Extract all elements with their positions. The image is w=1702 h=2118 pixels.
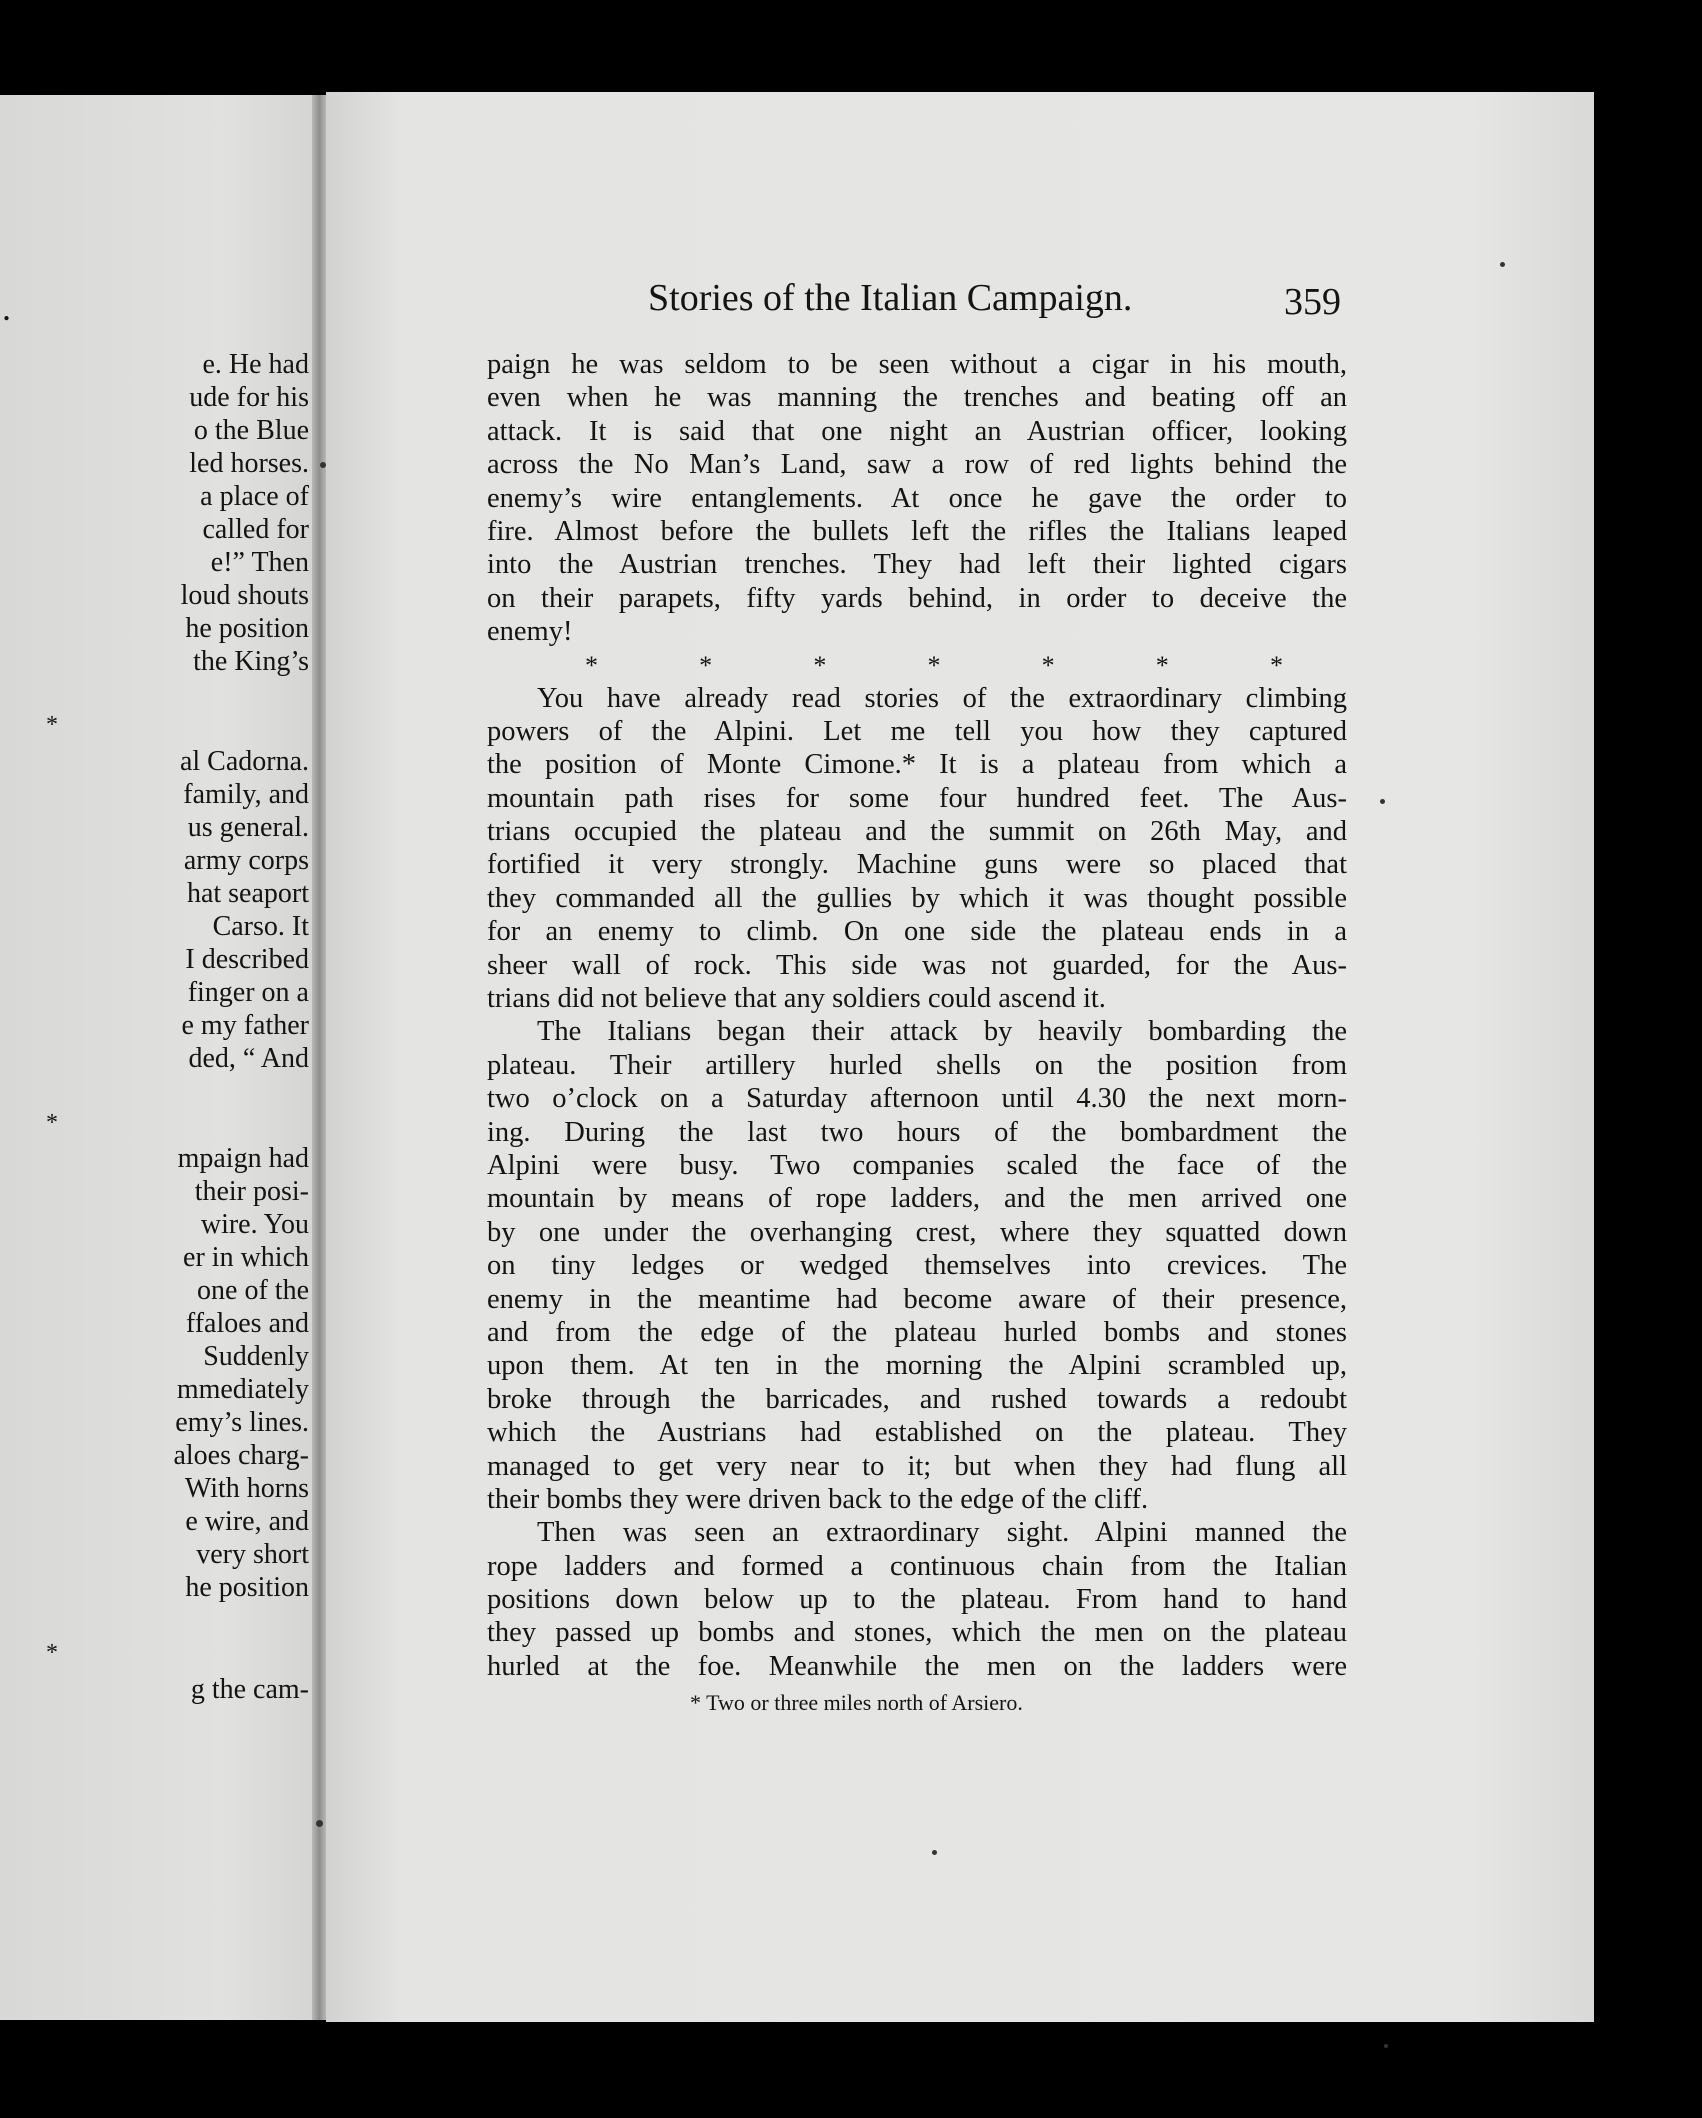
- text-line: they passed up bombs and stones, which the men on the plateau: [487, 1617, 1347, 1649]
- text-line: broke through the barricades, and rushed towards a redoubt: [487, 1383, 1347, 1415]
- left-page-line: he position: [185, 1572, 309, 1603]
- left-page-line: led horses.: [189, 448, 309, 479]
- left-page-line: wire. You: [200, 1209, 309, 1240]
- text-line: plateau. Their artillery hurled shells on the position from: [487, 1049, 1347, 1081]
- text-line: their bombs they were driven back to the edge of the cliff.: [487, 1483, 1149, 1515]
- text-line: into the Austrian trenches. They had left their lighted cigars: [487, 549, 1347, 581]
- left-page-line: Suddenly: [203, 1341, 309, 1372]
- left-page-line: e my father: [181, 1010, 309, 1041]
- left-page: [0, 95, 318, 2020]
- text-line: managed to get very near to it; but when they had flung all: [487, 1450, 1347, 1482]
- footnote: * Two or three miles north of Arsiero.: [690, 1690, 1023, 1715]
- paragraph-2: [487, 682, 1347, 1016]
- text-line: mountain by means of rope ladders, and the men arrived one: [487, 1183, 1347, 1215]
- left-page-line: al Cadorna.: [179, 746, 309, 777]
- text-line: mountain path rises for some four hundred feet. The Aus-: [487, 782, 1347, 814]
- left-page-line: he position: [185, 613, 309, 644]
- text-line: for an enemy to climb. On one side the plateau ends in a: [487, 916, 1347, 948]
- text-line: enemy’s wire entanglements. At once he gave the order to: [487, 482, 1347, 514]
- left-page-line: e!” Then: [210, 547, 309, 578]
- left-page-line: one of the: [197, 1275, 309, 1306]
- left-page-line: ffaloes and: [185, 1308, 309, 1339]
- paper-speck: [316, 1820, 323, 1827]
- left-page-line: mmediately: [176, 1374, 309, 1405]
- text-line: powers of the Alpini. Let me tell you how they captured: [487, 715, 1347, 747]
- paper-speck: [1384, 2044, 1388, 2048]
- paragraph-4: [487, 1516, 1347, 1683]
- left-page-line: er in which: [183, 1242, 309, 1273]
- paper-speck: [1500, 262, 1505, 267]
- separator-star: *: [699, 650, 713, 680]
- left-page-line: emy’s lines.: [175, 1407, 309, 1438]
- left-page-line: ded, “ And: [188, 1043, 309, 1074]
- text-line: on tiny ledges or wedged themselves into crevices. The: [487, 1250, 1347, 1282]
- separator-star: *: [585, 650, 598, 680]
- left-page-line: very short: [196, 1539, 309, 1570]
- left-page-line: finger on a: [187, 977, 309, 1008]
- left-page-line: loud shouts: [180, 580, 309, 611]
- text-line: trians did not believe that any soldiers could ascend it.: [487, 983, 1106, 1015]
- text-line: enemy!: [487, 616, 573, 648]
- text-line: by one under the overhanging crest, where they squatted down: [487, 1216, 1347, 1248]
- paragraph-3: [487, 1015, 1347, 1516]
- text-line: trians occupied the plateau and the summit on 26th May, and: [487, 816, 1347, 848]
- text-line: sheer wall of rock. This side was not guarded, for the Aus-: [487, 949, 1347, 981]
- text-line: Alpini were busy. Two companies scaled the face of the: [487, 1149, 1347, 1181]
- left-page-separator-star: *: [46, 1110, 58, 1136]
- text-line: upon them. At ten in the morning the Alpini scrambled up,: [487, 1350, 1347, 1382]
- page-number: 359: [1284, 281, 1341, 323]
- paper-speck: [1380, 799, 1385, 804]
- text-line: fortified it very strongly. Machine guns were so placed that: [487, 849, 1347, 881]
- text-line: they commanded all the gullies by which it was thought possible: [487, 882, 1347, 914]
- separator-star: *: [1041, 650, 1055, 680]
- left-page-line: Carso. It: [212, 911, 309, 942]
- left-page-dot: .: [2, 288, 11, 328]
- left-page-line: family, and: [183, 779, 309, 810]
- left-page-line: ude for his: [189, 382, 309, 413]
- left-page-line: hat seaport: [186, 878, 309, 909]
- text-line: positions down below up to the plateau. From hand to hand: [487, 1584, 1347, 1616]
- text-line: attack. It is said that one night an Austrian officer, looking: [487, 415, 1347, 447]
- text-line: paign he was seldom to be seen without a cigar in his mouth,: [487, 349, 1347, 380]
- text-line: even when he was manning the trenches and beating off an: [487, 382, 1347, 414]
- left-page-line: With horns: [184, 1473, 309, 1504]
- left-page-line: army corps: [183, 845, 309, 876]
- left-page-line: o the Blue: [193, 415, 309, 446]
- text-line: on their parapets, fifty yards behind, in order to deceive the: [487, 582, 1347, 614]
- separator-star: *: [1155, 650, 1169, 680]
- left-page-line: e wire, and: [185, 1506, 309, 1537]
- left-page-separator-star: *: [46, 1640, 58, 1666]
- separator-star: *: [927, 650, 941, 680]
- left-page-separator-star: *: [46, 712, 58, 738]
- separator-star: *: [813, 650, 827, 680]
- section-separator: [487, 649, 1347, 682]
- left-page-line: called for: [202, 514, 309, 545]
- left-page-line: their posi-: [194, 1176, 309, 1207]
- text-line: fire. Almost before the bullets left the rifles the Italians leaped: [487, 515, 1347, 547]
- text-line: enemy in the meantime had become aware of their presence,: [487, 1283, 1347, 1315]
- text-line: The Italians began their attack by heavily bombarding the: [537, 1016, 1347, 1048]
- body-text: [487, 348, 1347, 1683]
- text-line: which the Austrians had established on the plateau. They: [487, 1417, 1347, 1449]
- text-line: the position of Monte Cimone.* It is a plateau from which a: [487, 749, 1347, 781]
- paper-speck: [932, 1850, 937, 1855]
- text-line: ing. During the last two hours of the bombardment the: [487, 1116, 1347, 1148]
- text-line: across the No Man’s Land, saw a row of red lights behind the: [487, 449, 1347, 481]
- left-page-line: g the cam-: [190, 1674, 309, 1705]
- text-line: hurled at the foe. Meanwhile the men on the ladders were: [487, 1650, 1347, 1682]
- left-page-line: e. He had: [202, 349, 309, 380]
- text-line: rope ladders and formed a continuous chain from the Italian: [487, 1550, 1347, 1582]
- text-line: Then was seen an extraordinary sight. Alpini manned the: [537, 1517, 1347, 1549]
- running-header: Stories of the Italian Campaign.: [648, 277, 1133, 319]
- text-line: You have already read stories of the extraordinary climbing: [537, 682, 1347, 714]
- left-page-line: the King’s: [193, 646, 309, 677]
- separator-star: *: [1269, 650, 1283, 680]
- text-line: two o’clock on a Saturday afternoon until 4.30 the next morn-: [487, 1083, 1347, 1115]
- text-line: and from the edge of the plateau hurled bombs and stones: [487, 1316, 1347, 1348]
- left-page-line: I described: [185, 944, 309, 975]
- left-page-line: mpaign had: [177, 1143, 309, 1174]
- paper-speck: [320, 462, 326, 468]
- left-page-line: us general.: [187, 812, 309, 843]
- paragraph-1: [487, 348, 1347, 649]
- left-page-line: a place of: [200, 481, 309, 512]
- left-page-line: aloes charg-: [173, 1440, 309, 1471]
